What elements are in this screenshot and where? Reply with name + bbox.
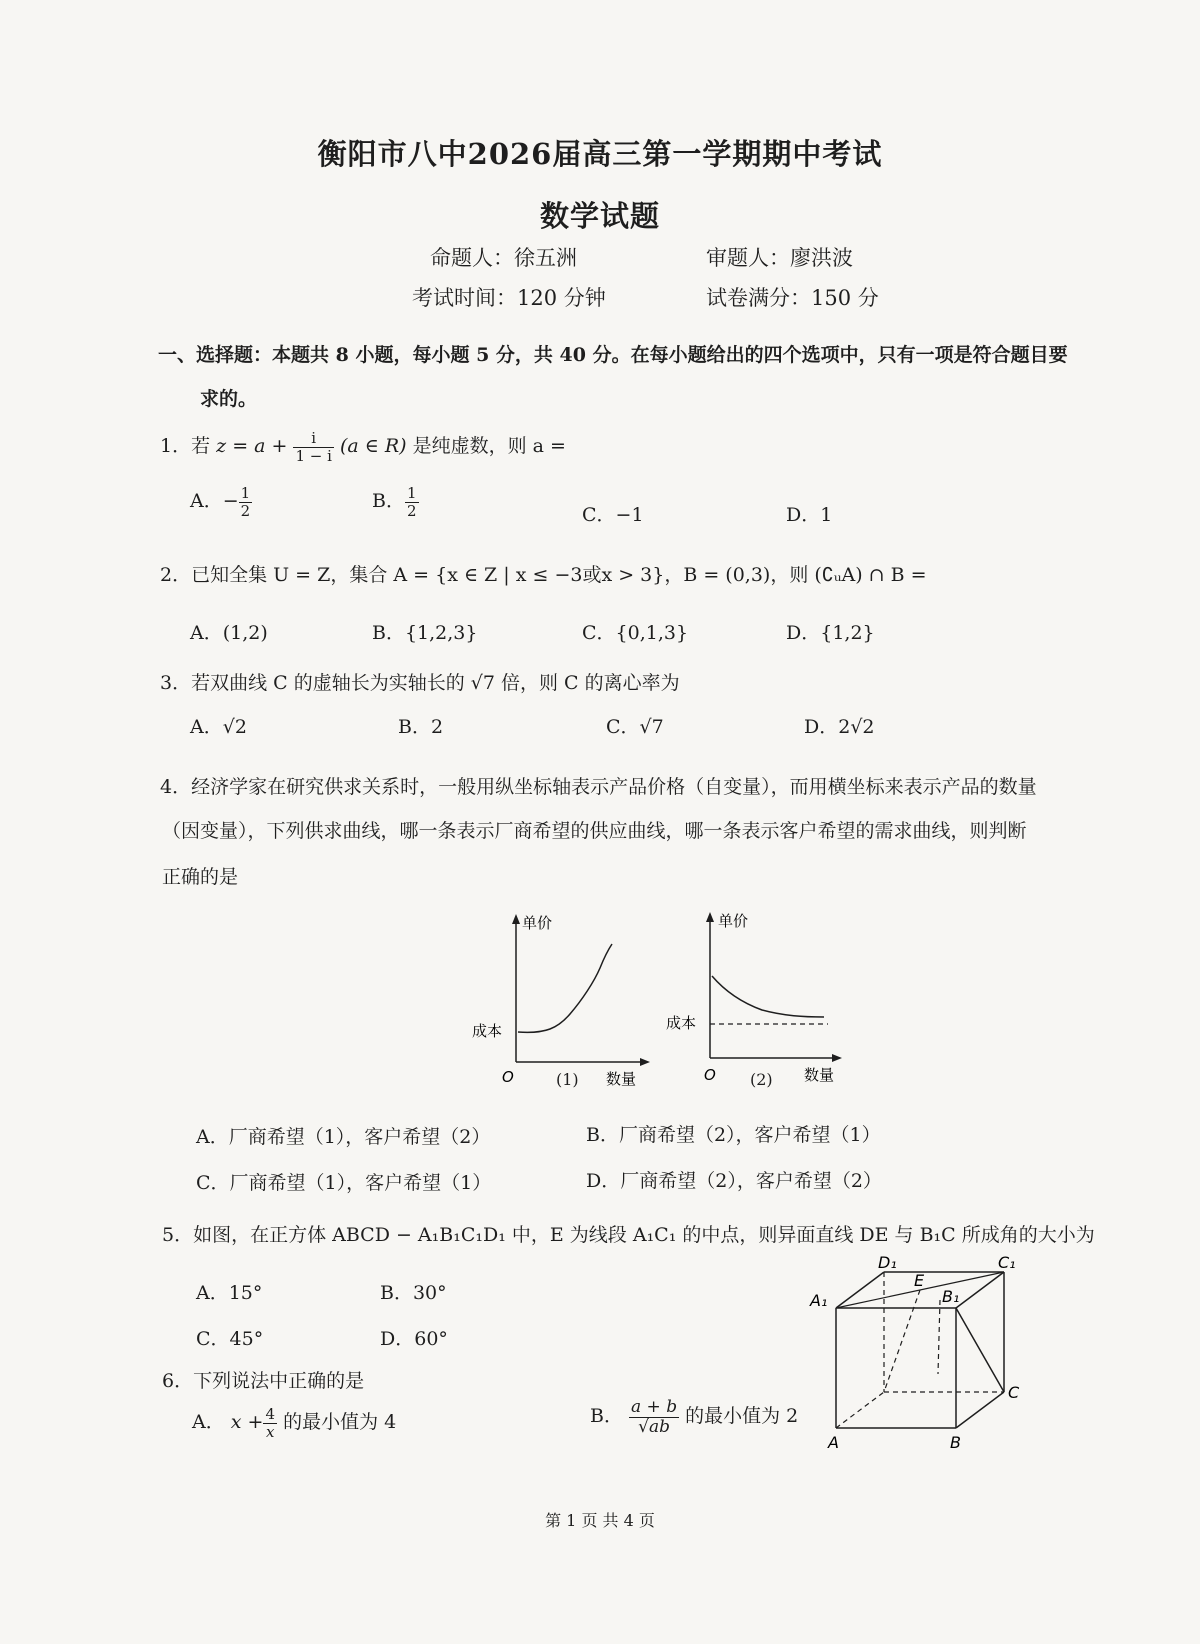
question-4-line2: （因变量），下列供求曲线，哪一条表示厂商希望的供应曲线，哪一条表示客户希望的需求曲线，则判断 xyxy=(162,820,1027,842)
q4-option-c: C．厂商希望（1），客户希望（1） xyxy=(196,1172,492,1194)
fig2-x-arrow xyxy=(832,1054,842,1062)
fig2-demand-curve xyxy=(712,976,824,1017)
q1-option-b-den: 2 xyxy=(406,501,417,520)
segment-de-hidden xyxy=(884,1290,920,1392)
label-c: C xyxy=(1008,1383,1020,1402)
q6-option-a-label: A． xyxy=(192,1411,225,1433)
q1-option-d: D．1 xyxy=(786,504,833,526)
q6-option-b xyxy=(590,1398,798,1436)
q1-option-a-label: A． xyxy=(190,490,223,512)
label-e: E xyxy=(914,1271,925,1290)
reviewer-line: 审题人：廖洪波 xyxy=(706,246,853,270)
q6-option-a-post: 的最小值为 4 xyxy=(283,1411,397,1433)
q4-option-d: D．厂商希望（2），客户希望（2） xyxy=(586,1170,882,1192)
q1-option-a-num: 1 xyxy=(240,484,251,502)
q1-option-a-den: 2 xyxy=(240,501,251,520)
segment-b1c xyxy=(956,1308,1004,1392)
fig2-ylabel: 单价 xyxy=(718,912,749,930)
q1-expr-pre: z = a + xyxy=(216,435,288,457)
q6-option-a-frac xyxy=(263,1406,277,1440)
label-c1: C₁ xyxy=(998,1256,1016,1272)
time-line: 考试时间：120 分钟 xyxy=(412,286,606,310)
edge-bc xyxy=(956,1392,1004,1428)
q6-option-a-den: x xyxy=(266,1422,275,1441)
q3-stem-root: √7 xyxy=(470,672,495,694)
q1-frac-den: 1 − i xyxy=(295,446,332,465)
edge-ad-hidden xyxy=(836,1392,884,1428)
page-footer: 第 1 页 共 4 页 xyxy=(545,1511,655,1530)
fig2-caption: (2) xyxy=(750,1070,773,1089)
q3-option-c: C．√7 xyxy=(606,716,664,738)
exam-title: 衡阳市八中2026届高三第一学期期中考试 xyxy=(317,137,883,171)
question-4-line3: 正确的是 xyxy=(162,866,239,888)
label-a1: A₁ xyxy=(810,1291,828,1310)
exam-subtitle: 数学试题 xyxy=(539,199,660,233)
supply-curve-figure xyxy=(466,906,666,1096)
q1-option-b-frac xyxy=(405,485,419,519)
q3-option-a: A．√2 xyxy=(190,716,247,738)
q3-stem-pre: 3．若双曲线 C 的虚轴长为实轴长的 xyxy=(160,672,465,694)
fig1-caption: (1) xyxy=(556,1070,579,1089)
author-line: 命题人：徐五洲 xyxy=(430,246,577,270)
q6-option-b-den: √ab xyxy=(638,1416,670,1437)
q1-option-b-label: B． xyxy=(372,490,405,512)
fig2-origin: O xyxy=(704,1066,716,1084)
question-2: 2．已知全集 U = Z，集合 A = {x ∈ Z | x ≤ −3或x > 3}，B = (0,3)，则 (∁ᵤA) ∩ B = xyxy=(160,564,927,586)
q6-option-b-num: a + b xyxy=(631,1397,678,1417)
fig1-level-label: 成本 xyxy=(472,1022,503,1040)
q1-option-a-frac xyxy=(239,485,253,519)
q2-option-c: C．{0,1,3} xyxy=(582,622,689,644)
section-heading-line1: 一、选择题：本题共 8 小题，每小题 5 分，共 40 分。在每小题给出的四个选项中，只有一项是符合题目要 xyxy=(158,344,1068,366)
question-6: 6．下列说法中正确的是 xyxy=(162,1370,365,1392)
question-4-line1: 4．经济学家在研究供求关系时，一般用纵坐标轴表示产品价格（自变量），而用横坐标来表示产品的数量 xyxy=(160,776,1037,798)
q5-option-a: A．15° xyxy=(196,1282,263,1304)
fig2-y-arrow xyxy=(706,912,714,922)
label-b1: B₁ xyxy=(942,1287,960,1306)
fig1-y-arrow xyxy=(512,914,520,924)
q4-option-b: B．厂商希望（2），客户希望（1） xyxy=(586,1124,881,1146)
q1-option-b xyxy=(372,485,419,519)
q2-option-b: B．{1,2,3} xyxy=(372,622,478,644)
q1-option-b-num: 1 xyxy=(406,484,417,502)
question-5: 5．如图，在正方体 ABCD − A₁B₁C₁D₁ 中，E 为线段 A₁C₁ 的中点，则异面直线 DE 与 B₁C 所成角的大小为 xyxy=(162,1224,1095,1246)
cube-figure xyxy=(808,1256,1038,1456)
q5-option-b: B．30° xyxy=(380,1282,447,1304)
q6-option-b-post: 的最小值为 2 xyxy=(685,1405,799,1428)
fig1-xlabel: 数量 xyxy=(606,1070,637,1088)
fig1-origin: O xyxy=(502,1068,514,1086)
q1-frac-num: i xyxy=(293,430,333,448)
question-3 xyxy=(160,668,680,695)
label-d1: D₁ xyxy=(878,1256,897,1272)
q1-number: 1．若 xyxy=(160,435,211,457)
q1-option-a-sign: − xyxy=(222,490,239,512)
q1-option-a xyxy=(190,485,252,519)
q1-stem-tail: 是纯虚数，则 a = xyxy=(412,435,566,457)
q3-option-d: D．2√2 xyxy=(804,716,875,738)
q5-option-d: D．60° xyxy=(380,1328,448,1350)
fig1-x-arrow xyxy=(640,1058,650,1066)
q3-stem-post: 倍，则 C 的离心率为 xyxy=(501,672,680,694)
q6-option-a-num: 4 xyxy=(265,1405,276,1423)
q3-option-b: B．2 xyxy=(398,716,444,738)
section-heading-line2: 求的。 xyxy=(200,388,258,410)
fig2-level-label: 成本 xyxy=(666,1014,697,1032)
demand-curve-figure xyxy=(662,904,862,1094)
q6-option-a xyxy=(192,1406,396,1440)
fig1-ylabel: 单价 xyxy=(522,914,553,932)
label-b: B xyxy=(950,1433,961,1452)
q2-option-a: A．(1,2) xyxy=(190,622,268,644)
fig2-xlabel: 数量 xyxy=(804,1066,835,1084)
q1-option-c: C．−1 xyxy=(582,504,644,526)
label-a: A xyxy=(828,1433,839,1452)
q1-fraction xyxy=(293,430,333,464)
q1-expr-post: (a ∈ R) xyxy=(339,435,407,457)
fig1-supply-curve xyxy=(518,944,612,1032)
q4-option-a: A．厂商希望（1），客户希望（2） xyxy=(196,1126,491,1148)
question-1 xyxy=(160,430,566,464)
q6-option-a-pre: x + xyxy=(230,1411,264,1433)
auxiliary-line-hidden xyxy=(938,1300,940,1374)
q6-option-b-label: B． xyxy=(590,1405,623,1428)
q6-option-b-frac xyxy=(629,1398,679,1436)
q5-option-c: C．45° xyxy=(196,1328,264,1350)
score-line: 试卷满分：150 分 xyxy=(706,286,879,310)
q2-option-d: D．{1,2} xyxy=(786,622,875,644)
